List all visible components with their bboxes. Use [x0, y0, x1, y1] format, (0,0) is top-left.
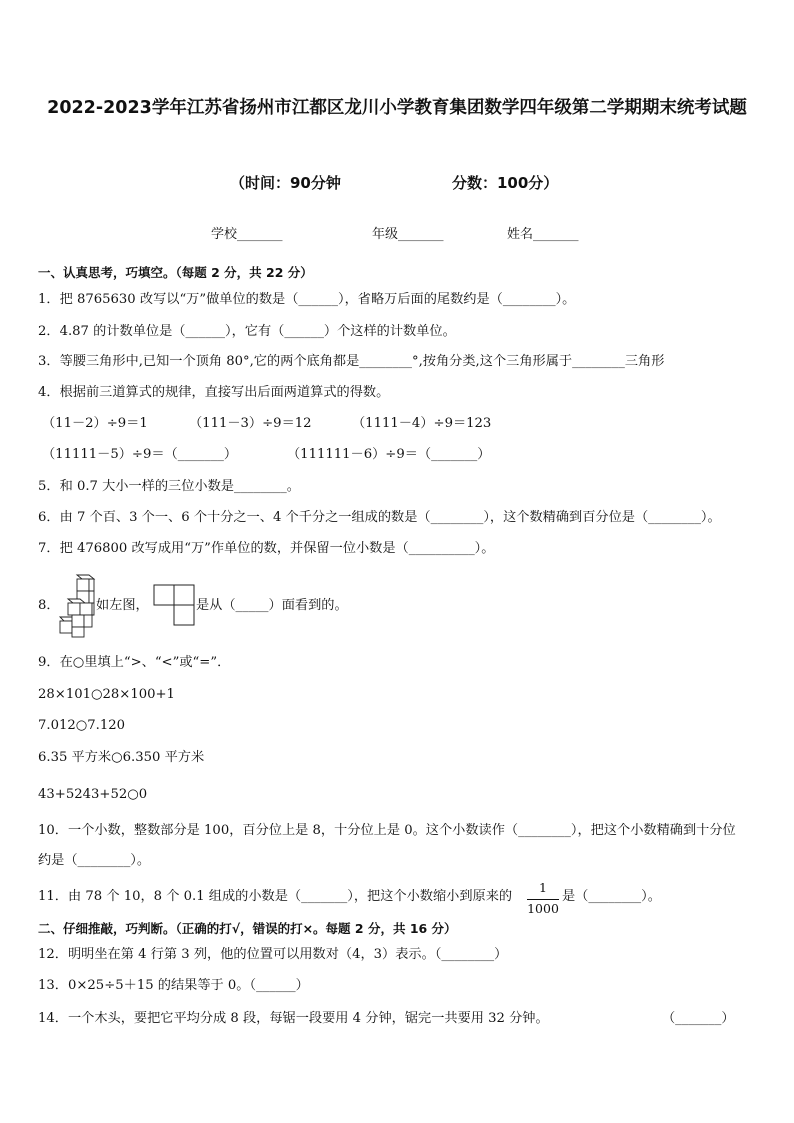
question-3: 3．等腰三角形中,已知一个顶角 80°,它的两个底角都是________°,按角分类,这个三角形属于________三角形 [38, 354, 665, 369]
question-8-text-b: 是从（_____）面看到的。 [196, 598, 348, 613]
question-9: 9．在○里填上“>、“<”或“=”． [38, 655, 231, 670]
question-9-d: 43+5243+52○0 [38, 787, 148, 802]
exam-meta [0, 172, 794, 194]
question-1: 1．把 8765630 改写以“万”做单位的数是（______），省略万后面的尾数约是（________）。 [38, 292, 576, 307]
question-8-number: 8． [38, 598, 60, 613]
fraction-one-thousandth [527, 880, 559, 918]
question-11-text-a: 11．由 78 个 10，8 个 0.1 组成的小数是（_______），把这个小数缩小到原来的 [38, 889, 513, 904]
question-7: 7．把 476800 改写成用“万”作单位的数，并保留一位小数是（__________）。 [38, 541, 495, 556]
question-4-eq-1: （11－2）÷9＝1 [42, 416, 148, 431]
view-grid-figure [153, 584, 195, 626]
question-6: 6．由 7 个百、3 个一、6 个十分之一、4 个千分之一组成的数是（________），这个数精确到百分位是（________）。 [38, 510, 721, 525]
question-12: 12．明明坐在第 4 行第 3 列，他的位置可以用数对（4，3）表示。（________） [38, 947, 508, 962]
exam-time: （时间：90分钟 [230, 174, 341, 192]
question-9-b: 7.012○7.120 [38, 718, 126, 733]
fraction-denominator: 1000 [527, 901, 559, 916]
question-4-eq-2: （111－3）÷9＝12 [189, 416, 312, 431]
question-10-line-2: 约是（________）。 [38, 853, 151, 868]
exam-score: 分数：100分） [452, 174, 559, 192]
question-4: 4．根据前三道算式的规律，直接写出后面两道算式的得数。 [38, 385, 390, 400]
question-4-eq-5: （111111－6）÷9＝（_______） [287, 447, 491, 462]
question-14-blank[interactable]: （_______） [662, 1011, 735, 1026]
question-4-eq-3: （1111－4）÷9＝123 [352, 416, 492, 431]
student-info [0, 223, 794, 243]
grade-field[interactable]: 年级_______ [372, 227, 444, 242]
cube-stack-figure [56, 573, 96, 639]
fraction-numerator: 1 [539, 880, 547, 895]
question-4-eq-4: （11111－5）÷9＝（_______） [42, 447, 238, 462]
question-11-text-b: 是（________）。 [562, 889, 661, 904]
question-9-c: 6.35 平方米○6.350 平方米 [38, 750, 205, 765]
question-13: 13．0×25÷5＋15 的结果等于 0。（______） [38, 978, 309, 993]
section-1-heading: 一、认真思考，巧填空。（每题 2 分，共 22 分） [38, 265, 313, 280]
question-2: 2．4.87 的计数单位是（______），它有（______）个这样的计数单位。 [38, 324, 456, 339]
school-field[interactable]: 学校_______ [211, 227, 283, 242]
question-8-text-a: 如左图， [96, 598, 149, 613]
name-field[interactable]: 姓名_______ [507, 227, 579, 242]
section-2-heading: 二、仔细推敲，巧判断。（正确的打√，错误的打×。每题 2 分，共 16 分） [38, 921, 457, 936]
fraction-bar [527, 899, 559, 900]
question-10-line-1: 10．一个小数，整数部分是 100，百分位上是 8，十分位上是 0。这个小数读作（________），把这个小数精确到十分位 [38, 823, 736, 838]
question-5: 5．和 0.7 大小一样的三位小数是________。 [38, 479, 300, 494]
question-9-a: 28×101○28×100+1 [38, 687, 175, 702]
question-14: 14．一个木头，要把它平均分成 8 段，每锯一段要用 4 分钟，锯完一共要用 32 分钟。 [38, 1011, 549, 1026]
exam-title: 2022-2023学年江苏省扬州市江都区龙川小学教育集团数学四年级第二学期期末统考试题 [47, 98, 747, 118]
